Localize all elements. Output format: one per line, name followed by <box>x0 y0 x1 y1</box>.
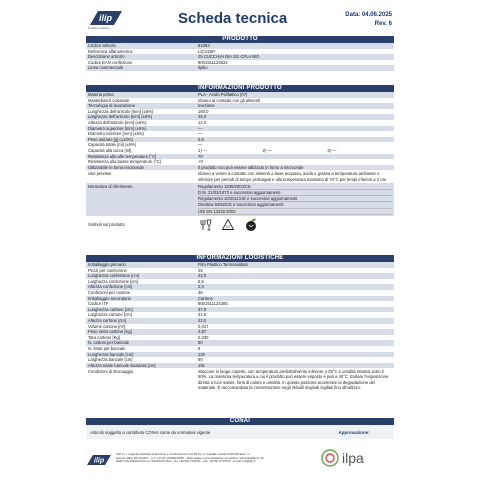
svg-text:07: 07 <box>225 223 231 229</box>
row-key: Utilizzabile in forno microonde <box>88 164 144 170</box>
capacity-2: 2) — <box>262 147 272 153</box>
row-key: Condizioni di stoccaggio <box>88 369 134 375</box>
row-key: Simboli sul prodotto <box>88 222 125 228</box>
section-informazioni-logistiche <box>86 255 394 391</box>
row-value: LICU25P <box>198 48 215 54</box>
row-key: Altezza confezione [cm] <box>88 284 133 290</box>
uso-previsto-row <box>86 170 394 182</box>
compost-icon <box>244 218 258 232</box>
row-value: — <box>198 125 203 131</box>
footer-line: ILIP S.r.l. soggetta all'attività di direzione e coordinamento di ILPA S.p.A. Capitale sociale 5.000.000 Euro i.v. <box>116 452 251 456</box>
row-value: 0,330 <box>198 334 209 340</box>
row-value: 36 <box>198 289 203 295</box>
row-key: Resistenza alla alte temperature [°C] <box>88 153 157 159</box>
row-key: Larghezza cartone [cm] <box>88 312 132 318</box>
row-value: 120 <box>198 351 205 357</box>
row-key: Peso unitario [g] (±10%) <box>88 136 133 142</box>
section-title: INFORMAZIONI PRODOTTO <box>86 85 394 92</box>
approval-label: Approvazione: <box>338 429 370 435</box>
row-key: Uso previsto <box>88 171 112 177</box>
document-date: Data: 04.06.2025 <box>345 12 392 18</box>
row-key: Altezza cartone [cm] <box>88 317 126 323</box>
row-key: N. cartoni per bancale <box>88 340 129 346</box>
row-value: Stoccare in luogo coperto, con temperatura preferibilmente inferiore a 25°C e umidità relativa sotto il 50%. La massima temperatura a cui il prodotto può essere esposto è pari a 40°C. Evitare l'esposizione diretta a luce solare, fonti di calore e umidità. In questo possono accelerare la degradazione del materiale. È raccomandata la conservazione negli imballi originali sigillati fino all'utilizzo. <box>198 369 389 390</box>
row-key: Referenza alfanumerica <box>88 48 133 54</box>
section-title: CONAI <box>86 418 394 425</box>
row-key: Altezza totale bancale standard [cm] <box>88 362 156 368</box>
row-key: Diametro inferiore [mm] (±5%) <box>88 131 145 137</box>
normativa-line: D.M. 21/03/1973 e successivi aggiornamenti <box>198 190 392 196</box>
row-value: Ilpilio <box>198 65 208 71</box>
row-value: +0 <box>198 159 203 165</box>
row-value: 80 <box>198 340 203 346</box>
row-key: Linea commerciale <box>88 65 124 71</box>
svg-text:ilip: ilip <box>99 13 112 23</box>
row-key: N. strati per bancale <box>88 345 126 351</box>
logistica-rows <box>86 262 394 368</box>
row-key: Larghezza bancale [cm] <box>88 357 133 363</box>
table-row <box>86 363 394 369</box>
row-key: Tecnologia di lavorazione <box>88 103 136 109</box>
row-key: Lunghezza cartone [cm] <box>88 306 133 312</box>
document-revision: Rev. 6 <box>374 21 392 27</box>
row-value: 4,97 <box>198 329 207 335</box>
row-value: 8 <box>198 345 201 351</box>
row-value: — <box>198 142 203 148</box>
row-value: 191 <box>198 362 205 368</box>
row-value <box>198 184 394 215</box>
row-key: Capacità totale [ml] (±5%) <box>88 142 137 148</box>
footer-line: 40053 VALSAMOGGIA Loc. BAZZANO (BO) - Tel. +39 051 6715411 - Fax +39 051 6715413 - E-mail: info@ilip.it <box>116 459 256 464</box>
row-value: 8001511124822 <box>198 59 228 65</box>
stoccaggio-row <box>86 368 394 391</box>
capacity-1: 1) — <box>198 147 208 153</box>
ilip-logo <box>88 10 124 26</box>
row-value: 37,0 <box>198 306 207 312</box>
row-value: Idoneo a venire a contatto con alimenti a base acquosa, acida e grassa a temperatura ambiente o inferiore per periodi di tempo prolungati e alla temperatura massima di 70°C per tempi inferiori a 2 ore <box>198 171 387 182</box>
section-informazioni-prodotto <box>86 85 394 234</box>
prodotto-rows <box>86 43 394 71</box>
row-value: Il prodotto non può essere utilizzato in forno a microonde <box>198 164 304 170</box>
row-key: Masterbatch colorante <box>88 97 130 103</box>
row-value: Film Plastico Termosaldato <box>198 262 248 267</box>
row-value: 8001511124385 <box>198 301 228 307</box>
footer-line: Numero REA: BO-624327 - C.F. e P.IVA: 03498470287 - Sede legale e amministrativa e produttiva: Via Castellarino, 92 <box>116 455 264 460</box>
conai-text: Articolo soggetto a contributo CONAI come da normativa vigente <box>90 429 211 435</box>
row-value: Cartone <box>198 295 213 301</box>
row-key: Peso netto cartone [Kg] <box>88 329 132 335</box>
row-key: Descrizione articolo <box>88 54 125 60</box>
normativa-line: Regolamento 10/2011/UE e successivi aggiornamenti <box>198 196 392 202</box>
footer-legal-text <box>116 453 316 464</box>
row-key: Larghezza confezione [cm] <box>88 278 139 284</box>
row-key: Capacità alla tacca [ml] <box>88 147 132 153</box>
row-key: Volume cartone [m³] <box>88 323 126 329</box>
row-key: Confezioni per cartone <box>88 289 131 295</box>
row-value: 12,0 <box>198 119 207 125</box>
row-key: Lunghezza confezione [cm] <box>88 273 139 279</box>
row-key: Lunghezza bancale [cm] <box>88 351 134 357</box>
row-value: 2,0 <box>198 284 204 290</box>
normativa-line: Direttiva 94/62/CE e successivi aggiornamenti <box>198 202 392 208</box>
recycle-triangle-icon <box>221 218 235 232</box>
row-key: Larghezza dell'articolo [mm] (±5%) <box>88 114 153 120</box>
ilip-footer-logo <box>86 454 112 466</box>
row-key: Codice EAN confezione <box>88 59 133 65</box>
row-value: 22,0 <box>198 317 207 323</box>
section-title: PRODOTTO <box>86 36 394 43</box>
row-value: 160,0 <box>198 108 209 114</box>
row-value: Iniezione <box>198 103 215 109</box>
row-key: Resistenza alla basse temperature [°C] <box>88 159 161 165</box>
row-key: Tara cartone [Kg] <box>88 334 120 340</box>
conai-row <box>86 425 394 439</box>
row-value: 80 <box>198 357 203 363</box>
row-value: 25 CUCCHIAI BIA.SG CPLA BIO <box>198 54 260 60</box>
logo-subtitle: Prodotto in plastica <box>88 27 110 30</box>
row-key: Normativa di riferimento <box>88 183 133 189</box>
row-key: Diametro superiore [mm] (±5%) <box>88 125 147 131</box>
row-value: 22,0 <box>198 273 207 279</box>
page-title: Scheda tecnica <box>178 10 288 27</box>
row-key: Lunghezza dell'articolo [mm] (±5%) <box>88 108 154 114</box>
row-value: 35,0 <box>198 114 207 120</box>
normativa-line: Regolamento 1935/2004/CE <box>198 184 392 190</box>
row-key: Imballaggio secondario <box>88 295 132 301</box>
row-value: 81083 <box>198 43 210 48</box>
row-key: Codice ITF <box>88 301 109 307</box>
info-rows-2 <box>86 154 394 171</box>
section-title: INFORMAZIONI LOGISTICHE <box>86 255 394 262</box>
svg-text:ilpa: ilpa <box>342 450 364 466</box>
row-key: Altezza dell'articolo [mm] (±5%) <box>88 119 147 125</box>
row-value: 70 <box>198 153 203 159</box>
normativa-line: UNI EN 13432:2002 <box>198 209 392 215</box>
simboli-row <box>86 216 394 234</box>
table-row <box>86 165 394 171</box>
row-value: PLA - Acido Polilattico (07) <box>198 92 248 97</box>
section-conai <box>86 418 394 439</box>
row-value: — <box>198 131 203 137</box>
row-key: Materia prima <box>88 92 114 97</box>
row-value: Idoneo al contatto con gli alimenti <box>198 97 261 103</box>
svg-text:ilip: ilip <box>94 457 105 465</box>
info-rows <box>86 92 394 148</box>
row-value: 5,5 <box>198 136 204 142</box>
capacity-3: 3) — <box>327 147 337 153</box>
table-row <box>86 65 394 71</box>
row-key: Pezzi per confezione <box>88 267 127 273</box>
row-value: 0,017 <box>198 323 209 329</box>
row-value: 25 <box>198 267 203 273</box>
row-key: Imballaggio primario <box>88 262 126 267</box>
normativa-row <box>86 183 394 216</box>
row-value: 6,5 <box>198 278 204 284</box>
row-key: Codice articolo <box>88 43 116 48</box>
row-value: 21,0 <box>198 312 207 318</box>
fork-glass-icon <box>198 218 212 232</box>
ilpa-logo <box>320 446 394 470</box>
section-prodotto <box>86 36 394 71</box>
